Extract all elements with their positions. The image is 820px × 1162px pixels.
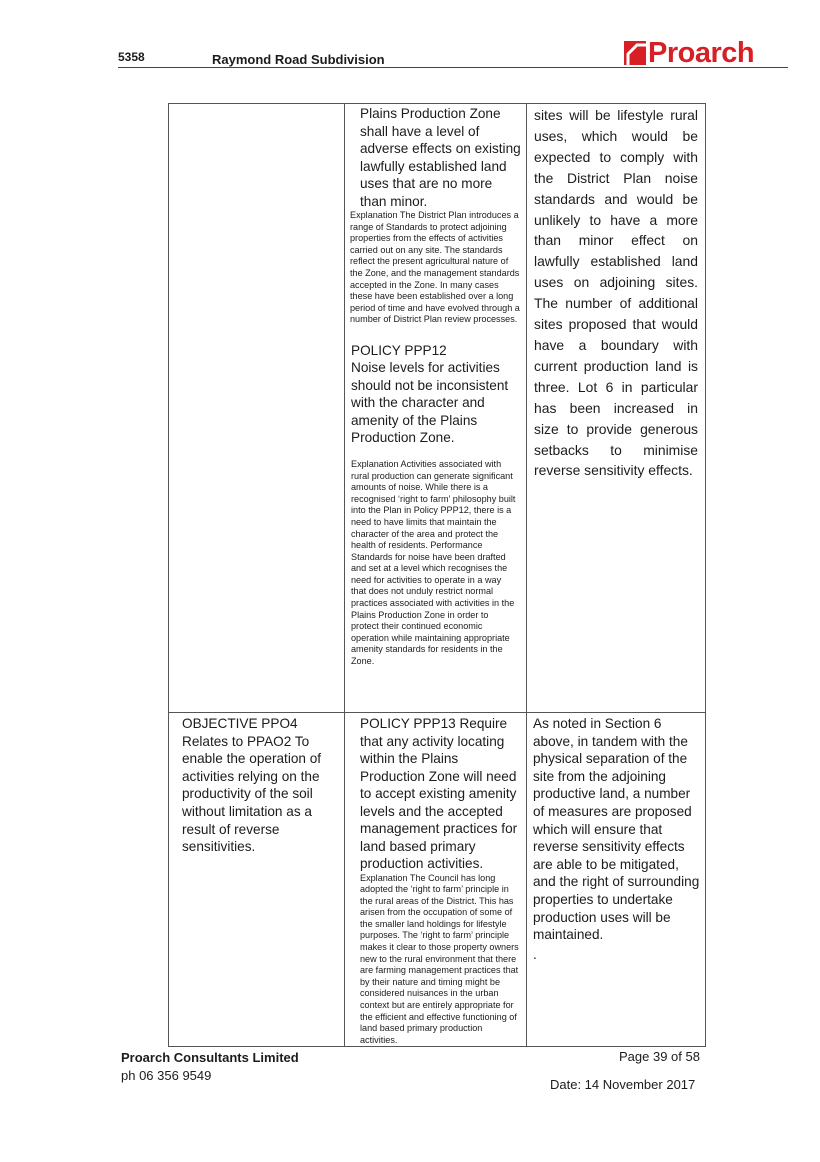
footer-company: Proarch Consultants Limited <box>121 1050 299 1065</box>
policy-ppp12-block <box>345 326 526 447</box>
company-logo <box>624 38 754 68</box>
project-title: Raymond Road Subdivision <box>212 52 385 67</box>
logo-text: Proarch <box>648 37 755 69</box>
explanation-text: Explanation The Council has long adopted the ‘right to farm’ principle in the rural areas of the District. This has arisen from the occupation of some of the smaller land holdings for lifestyle purposes. The ‘right to farm’ principle makes it clear to those property owners new to the rural environment that there are farming management practices that by their nature and timing might be considered nuisances in the urban context but are entirely appropriate for the efficient and effective functioning of land based primary production activities. <box>360 872 519 1045</box>
footer-date: Date: 14 November 2017 <box>550 1077 696 1092</box>
objective-cell <box>169 713 345 1047</box>
policy-continuation-text: Plains Production Zone shall have a level of adverse effects on existing lawfully established land uses that are no more than minor. <box>360 106 521 209</box>
assessment-cell <box>527 104 706 713</box>
policy-cell <box>345 104 527 713</box>
assessment-text: sites will be lifestyle rural uses, which would be expected to comply with the District Plan noise standards and would be unlikely to have a more than minor effect on lawfully established land uses on adjoining sites. The number of additional sites proposed that would have a boundary with current production land is three. Lot 6 in particular has been increased in size to provide generous setbacks to minimise reverse sensitivity effects. <box>534 107 698 479</box>
page-number: Page 39 of 58 <box>619 1049 700 1064</box>
policy-assessment-table <box>168 103 706 1047</box>
job-number: 5358 <box>118 50 145 64</box>
header-rule <box>118 67 788 68</box>
explanation-text: Explanation Activities associated with rural production can generate significant amounts of noise. While there is a recognised ‘right to farm’ philosophy built into the Plan in Policy PPP12, there is a need to have limits that maintain the character of the area and protect the health of residents. Performance Standards for noise have been drafted and set at a level which recognises the need for activities to operate in a way that does not unduly restrict normal practices associated with activities in the Plains Production Zone in order to protect their continued economic operation while maintaining appropriate amenity standards for residents in the Zone. <box>351 458 516 667</box>
table-row <box>169 713 706 1047</box>
footer-phone: ph 06 356 9549 <box>121 1068 212 1083</box>
table-row <box>169 104 706 713</box>
assessment-text: As noted in Section 6 above, in tandem with the physical separation of the site from the adjoining productive land, a number of measures are proposed which will ensure that reverse sensitivity effects are able to be mitigated, and the right of surrounding properties to undertake production uses will be maintained. <box>533 716 700 943</box>
policy-title: POLICY PPP12 <box>351 342 447 358</box>
trailing-period: . <box>533 946 537 962</box>
policy-cell <box>345 713 527 1047</box>
objective-text: OBJECTIVE PPO4 Relates to PPAO2 To enable the operation of activities relying on the productivity of the soil without limitation as a result of reverse sensitivities. <box>182 716 322 855</box>
objective-cell <box>169 104 345 713</box>
page-header <box>0 0 820 70</box>
policy-text: POLICY PPP13 Require that any activity locating within the Plains Production Zone will need to accept existing amenity levels and the accepted management practices for land based primary production activities. <box>360 716 518 871</box>
explanation-text: Explanation The District Plan introduces a range of Standards to protect adjoining properties from the effects of activities carried out on any site. The standards reflect the present agricultural nature of the Zone, and the management standards accepted in the Zone. In many cases these have been established over a long period of time and have evolved through a number of District Plan review processes. <box>350 210 520 325</box>
assessment-cell <box>527 713 706 1047</box>
proarch-logo-mark-icon <box>624 41 646 65</box>
policy-text: Noise levels for activities should not be inconsistent with the character and amenity of the Plains Production Zone. <box>351 360 509 446</box>
